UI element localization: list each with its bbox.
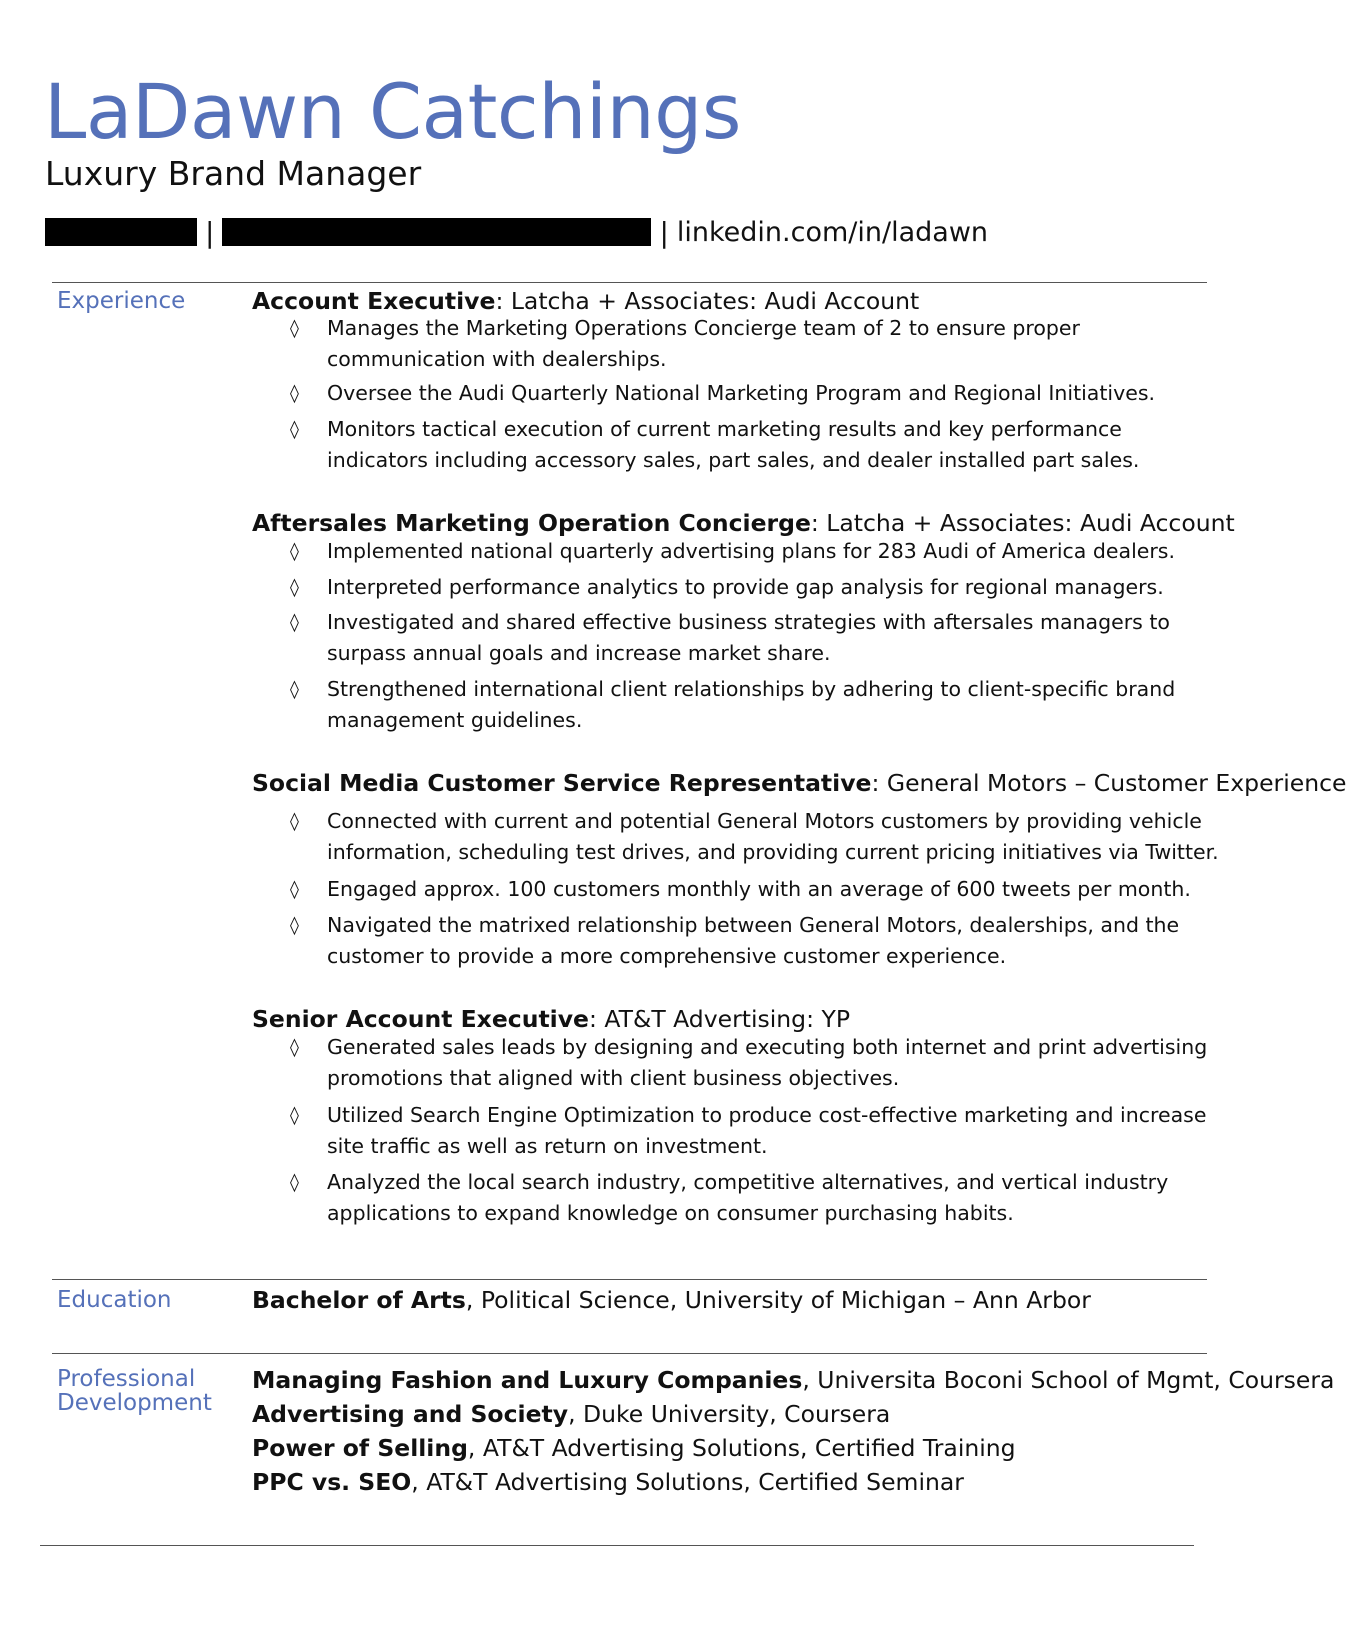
job-bullet: Engaged approx. 100 customers monthly with an average of 600 tweets per month.	[327, 877, 1191, 901]
pd-entry	[252, 1433, 1016, 1463]
job-bullet: Strengthened international client relationships by adhering to client-specific brand management guidelines.	[327, 677, 1176, 732]
job-role: Aftersales Marketing Operation Concierge	[252, 509, 811, 537]
job-bullet: Connected with current and potential General Motors customers by providing vehicle information, scheduling test drives, and providing current pricing initiatives via Twitter.	[327, 809, 1219, 864]
job-bullet: Monitors tactical execution of current marketing results and key performance indicators including accessory sales, part sales, and dealer installed part sales.	[327, 417, 1140, 472]
section-label-professional-development: Professional Development	[57, 1366, 212, 1416]
bullet-marker: ◊	[290, 419, 299, 440]
job-bullet: Manages the Marketing Operations Concierge team of 2 to ensure proper communication with dealerships.	[327, 316, 1080, 371]
job-org: : Latcha + Associates: Audi Account	[495, 287, 920, 315]
job-role: Account Executive	[252, 287, 496, 315]
section-divider	[52, 1353, 1207, 1354]
pd-course: Power of Selling	[252, 1434, 468, 1462]
pd-course: Advertising and Society	[252, 1400, 569, 1428]
pd-course: Managing Fashion and Luxury Companies	[252, 1366, 803, 1394]
job-bullet: Investigated and shared effective business strategies with aftersales managers to surpass annual goals and increase market share.	[327, 610, 1170, 665]
bullet-marker: ◊	[290, 318, 299, 339]
job-title	[252, 768, 1346, 798]
pd-entry	[252, 1365, 1334, 1395]
bullet-marker: ◊	[290, 1105, 299, 1126]
section-divider	[52, 1279, 1207, 1280]
resume-subtitle: Luxury Brand Manager	[45, 154, 422, 193]
section-label-experience: Experience	[57, 288, 186, 314]
education-entry	[252, 1285, 1091, 1315]
contact-line	[45, 212, 988, 252]
job-role: Senior Account Executive	[252, 1005, 589, 1033]
redacted-email	[222, 218, 651, 246]
job-bullet: Generated sales leads by designing and executing both internet and print advertising promotions that aligned with client business objectives.	[327, 1035, 1208, 1090]
job-bullet: Implemented national quarterly advertising plans for 283 Audi of America dealers.	[327, 539, 1176, 563]
education-degree: Bachelor of Arts	[252, 1286, 466, 1314]
job-bullet: Navigated the matrixed relationship between General Motors, dealerships, and the customer to provide a more comprehensive customer experience.	[327, 913, 1180, 968]
footer-divider	[40, 1545, 1194, 1546]
bullet-marker: ◊	[290, 679, 299, 700]
bullet-marker: ◊	[290, 1172, 299, 1193]
section-label-education: Education	[57, 1287, 172, 1313]
job-title	[252, 286, 919, 316]
linkedin-link[interactable]: linkedin.com/in/ladawn	[676, 216, 989, 248]
job-title	[252, 1004, 850, 1034]
pd-details: , Universita Boconi School of Mgmt, Coursera	[802, 1366, 1335, 1394]
section-divider	[52, 282, 1207, 283]
resume-name: LaDawn Catchings	[44, 67, 742, 156]
job-bullet: Analyzed the local search industry, competitive alternatives, and vertical industry applications to expand knowledge on consumer purchasing habits.	[327, 1170, 1169, 1225]
contact-separator: |	[659, 215, 669, 249]
pd-entry	[252, 1467, 964, 1497]
education-details: , Political Science, University of Michigan – Ann Arbor	[465, 1286, 1091, 1314]
job-role: Social Media Customer Service Representative	[252, 769, 872, 797]
bullet-marker: ◊	[290, 915, 299, 936]
contact-separator: |	[205, 215, 215, 249]
pd-details: , AT&T Advertising Solutions, Certified Seminar	[411, 1468, 964, 1496]
job-bullet: Utilized Search Engine Optimization to produce cost-effective marketing and increase site traffic as well as return on investment.	[327, 1103, 1207, 1158]
bullet-marker: ◊	[290, 383, 299, 404]
job-org: : AT&T Advertising: YP	[589, 1005, 850, 1033]
job-bullet: Interpreted performance analytics to provide gap analysis for regional managers.	[327, 575, 1164, 599]
bullet-marker: ◊	[290, 612, 299, 633]
pd-entry	[252, 1399, 890, 1429]
job-org: : Latcha + Associates: Audi Account	[810, 509, 1235, 537]
job-title	[252, 508, 1235, 538]
bullet-marker: ◊	[290, 1037, 299, 1058]
pd-details: , Duke University, Coursera	[568, 1400, 891, 1428]
bullet-marker: ◊	[290, 811, 299, 832]
pd-details: , AT&T Advertising Solutions, Certified Training	[467, 1434, 1016, 1462]
job-org: : General Motors – Customer Experience	[871, 769, 1346, 797]
bullet-marker: ◊	[290, 577, 299, 598]
bullet-marker: ◊	[290, 879, 299, 900]
redacted-phone	[45, 218, 197, 246]
bullet-marker: ◊	[290, 541, 299, 562]
pd-course: PPC vs. SEO	[252, 1468, 412, 1496]
job-bullet: Oversee the Audi Quarterly National Marketing Program and Regional Initiatives.	[327, 381, 1156, 405]
